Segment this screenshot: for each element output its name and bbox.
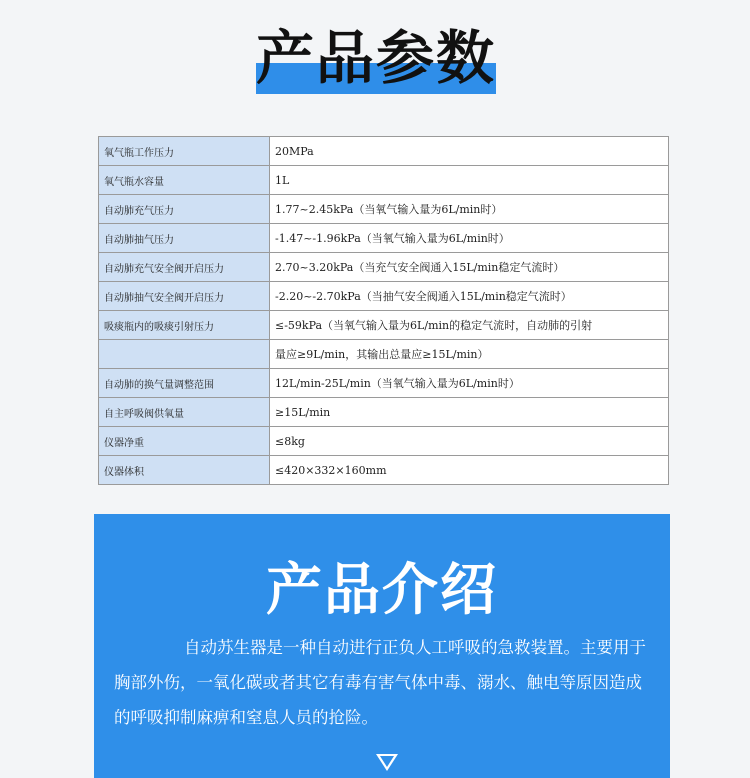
table-row (99, 137, 669, 166)
table-row (99, 398, 669, 427)
param-key: 自动肺充气安全阀开启压力 (99, 253, 270, 282)
param-key: 自动肺抽气压力 (99, 224, 270, 253)
param-value: -1.47~-1.96kPa（当氧气输入量为6L/min时） (270, 224, 669, 253)
param-key: 自动肺抽气安全阀开启压力 (99, 282, 270, 311)
table-row (99, 340, 669, 369)
table-row (99, 369, 669, 398)
param-value: 20MPa (270, 137, 669, 166)
table-row (99, 253, 669, 282)
param-key: 仪器净重 (99, 427, 270, 456)
param-value: 1.77~2.45kPa（当氧气输入量为6L/min时） (270, 195, 669, 224)
table-row (99, 456, 669, 485)
table-row (99, 195, 669, 224)
param-key (99, 340, 270, 369)
param-key: 自动肺的换气量调整范围 (99, 369, 270, 398)
param-value: 2.70~3.20kPa（当充气安全阀通入15L/min稳定气流时） (270, 253, 669, 282)
param-value: ≥15L/min (270, 398, 669, 427)
intro-body: 自动苏生器是一种自动进行正负人工呼吸的急救装置。主要用于胸部外伤，一氧化碳或者其它有毒有害气体中毒、溺水、触电等原因造成的呼吸抑制麻痹和窒息人员的抢险。 (114, 638, 646, 727)
param-value: ≤8kg (270, 427, 669, 456)
table-row (99, 282, 669, 311)
table-row (99, 224, 669, 253)
section-title-params (256, 18, 496, 94)
intro-section (94, 514, 670, 778)
param-value: ≤-59kPa（当氧气输入量为6L/min的稳定气流时，自动肺的引射 (270, 311, 669, 340)
param-value: ≤420×332×160mm (270, 456, 669, 485)
param-value: -2.20~-2.70kPa（当抽气安全阀通入15L/min稳定气流时） (270, 282, 669, 311)
table-row (99, 166, 669, 195)
param-key: 氧气瓶水容量 (99, 166, 270, 195)
page-title: 产品参数 (256, 24, 497, 92)
param-key: 自主呼吸阀供氧量 (99, 398, 270, 427)
table-row (99, 427, 669, 456)
param-key: 吸痰瓶内的吸痰引射压力 (99, 311, 270, 340)
intro-title: 产品介绍 (266, 558, 498, 623)
table-row (99, 311, 669, 340)
param-value: 12L/min-25L/min（当氧气输入量为6L/min时） (270, 369, 669, 398)
params-table (98, 136, 669, 485)
param-key: 仪器体积 (99, 456, 270, 485)
param-value: 量应≥9L/min，其输出总量应≥15L/min） (270, 340, 669, 369)
triangle-down-icon-inner (380, 756, 394, 767)
param-value: 1L (270, 166, 669, 195)
param-key: 氧气瓶工作压力 (99, 137, 270, 166)
param-key: 自动肺充气压力 (99, 195, 270, 224)
